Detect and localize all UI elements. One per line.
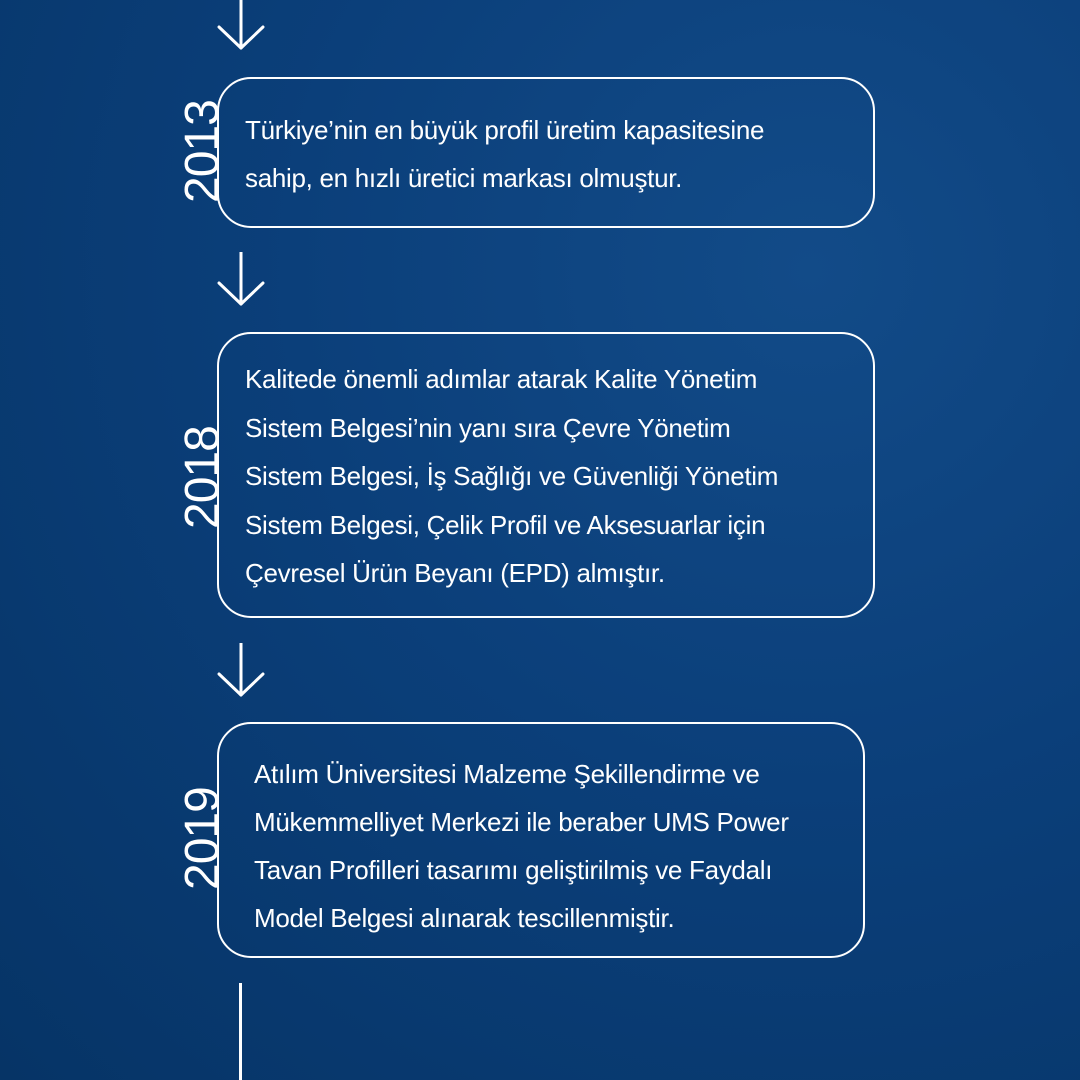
arrow-down-icon <box>216 0 266 52</box>
timeline-card-text: Kalitede önemli adımlar atarak Kalite Yönetim Sistem Belgesi’nin yanı sıra Çevre Yönetim Sistem Belgesi, İş Sağlığı ve Güvenliği Yönetim Sistem Belgesi, Çelik Profil ve Aksesuarlar için Çevresel Ürün Beyanı (EPD) almıştır. <box>245 364 779 588</box>
arrow-down-icon <box>216 252 266 308</box>
arrow-down-icon <box>216 643 266 699</box>
timeline-connector-line <box>239 983 242 1080</box>
timeline-year: 2019 <box>176 787 229 890</box>
timeline-card-text: Türkiye’nin en büyük profil üretim kapasitesine sahip, en hızlı üretici markası olmuştur. <box>245 115 765 193</box>
timeline-year: 2018 <box>176 426 229 529</box>
timeline-card-text: Atılım Üniversitesi Malzeme Şekillendirme ve Mükemmelliyet Merkezi ile beraber UMS Power Tavan Profilleri tasarımı geliştirilmiş ve Faydalı Model Belgesi alınarak tescillenmiştir. <box>254 759 789 933</box>
timeline-year: 2013 <box>176 100 229 203</box>
